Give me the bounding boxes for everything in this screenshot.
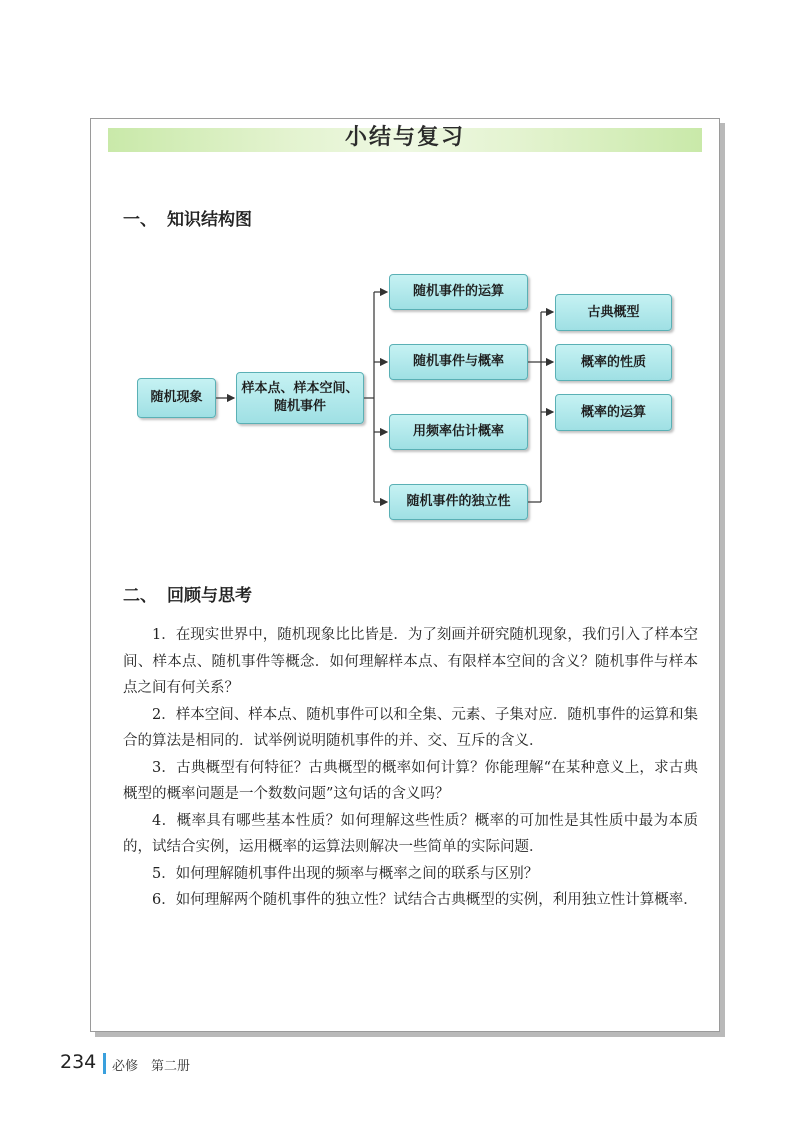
node-event-independence: 随机事件的独立性 [389,484,528,520]
node-sample-space-line2: 随机事件 [273,399,326,414]
question-4: 4．概率具有哪些基本性质？如何理解这些性质？概率的可加性是其性质中最为本质的，试结合实例，运用概率的运算法则解决一些简单的实际问题． [123,812,698,855]
question-3: 3．古典概型有何特征？古典概型的概率如何计算？你能理解“在某种意义上，求古典概型的概率问题是一个数数问题”这句话的含义吗？ [123,759,698,802]
section-number: 一、 [123,210,157,230]
node-sample-space [236,372,364,424]
question-1: 1．在现实世界中，随机现象比比皆是．为了刻画并研究随机现象，我们引入了样本空间、样本点、随机事件等概念．如何理解样本点、有限样本空间的含义？随机事件与样本点之间有何关系？ [123,627,698,696]
node-random-phenomenon: 随机现象 [137,378,216,418]
page-number: 234 [60,1051,97,1073]
node-probability-operations: 概率的运算 [555,394,672,431]
question-6: 6．如何理解两个随机事件的独立性？试结合古典概型的实例，利用独立性计算概率． [152,892,698,908]
node-sample-space-line1: 样本点、样本空间、 [241,381,359,396]
section-number: 二、 [123,586,157,606]
node-classical-model: 古典概型 [555,294,672,331]
book-title: 必修 第二册 [112,1059,191,1074]
question-2: 2．样本空间、样本点、随机事件可以和全集、元素、子集对应．随机事件的运算和集合的算法是相同的．试举例说明随机事件的并、交、互斥的含义． [123,706,698,749]
node-event-operations: 随机事件的运算 [389,274,528,310]
section-title: 回顾与思考 [167,586,252,606]
node-event-and-probability: 随机事件与概率 [389,344,528,380]
node-probability-properties: 概率的性质 [555,344,672,381]
page-title: 小结与复习 [344,125,465,150]
question-5: 5．如何理解随机事件出现的频率与概率之间的联系与区别？ [152,865,539,882]
section-title: 知识结构图 [167,210,252,230]
section-heading-2 [123,581,252,606]
footer-divider [103,1053,106,1074]
review-questions [123,622,698,914]
node-frequency-estimate: 用频率估计概率 [389,414,528,450]
